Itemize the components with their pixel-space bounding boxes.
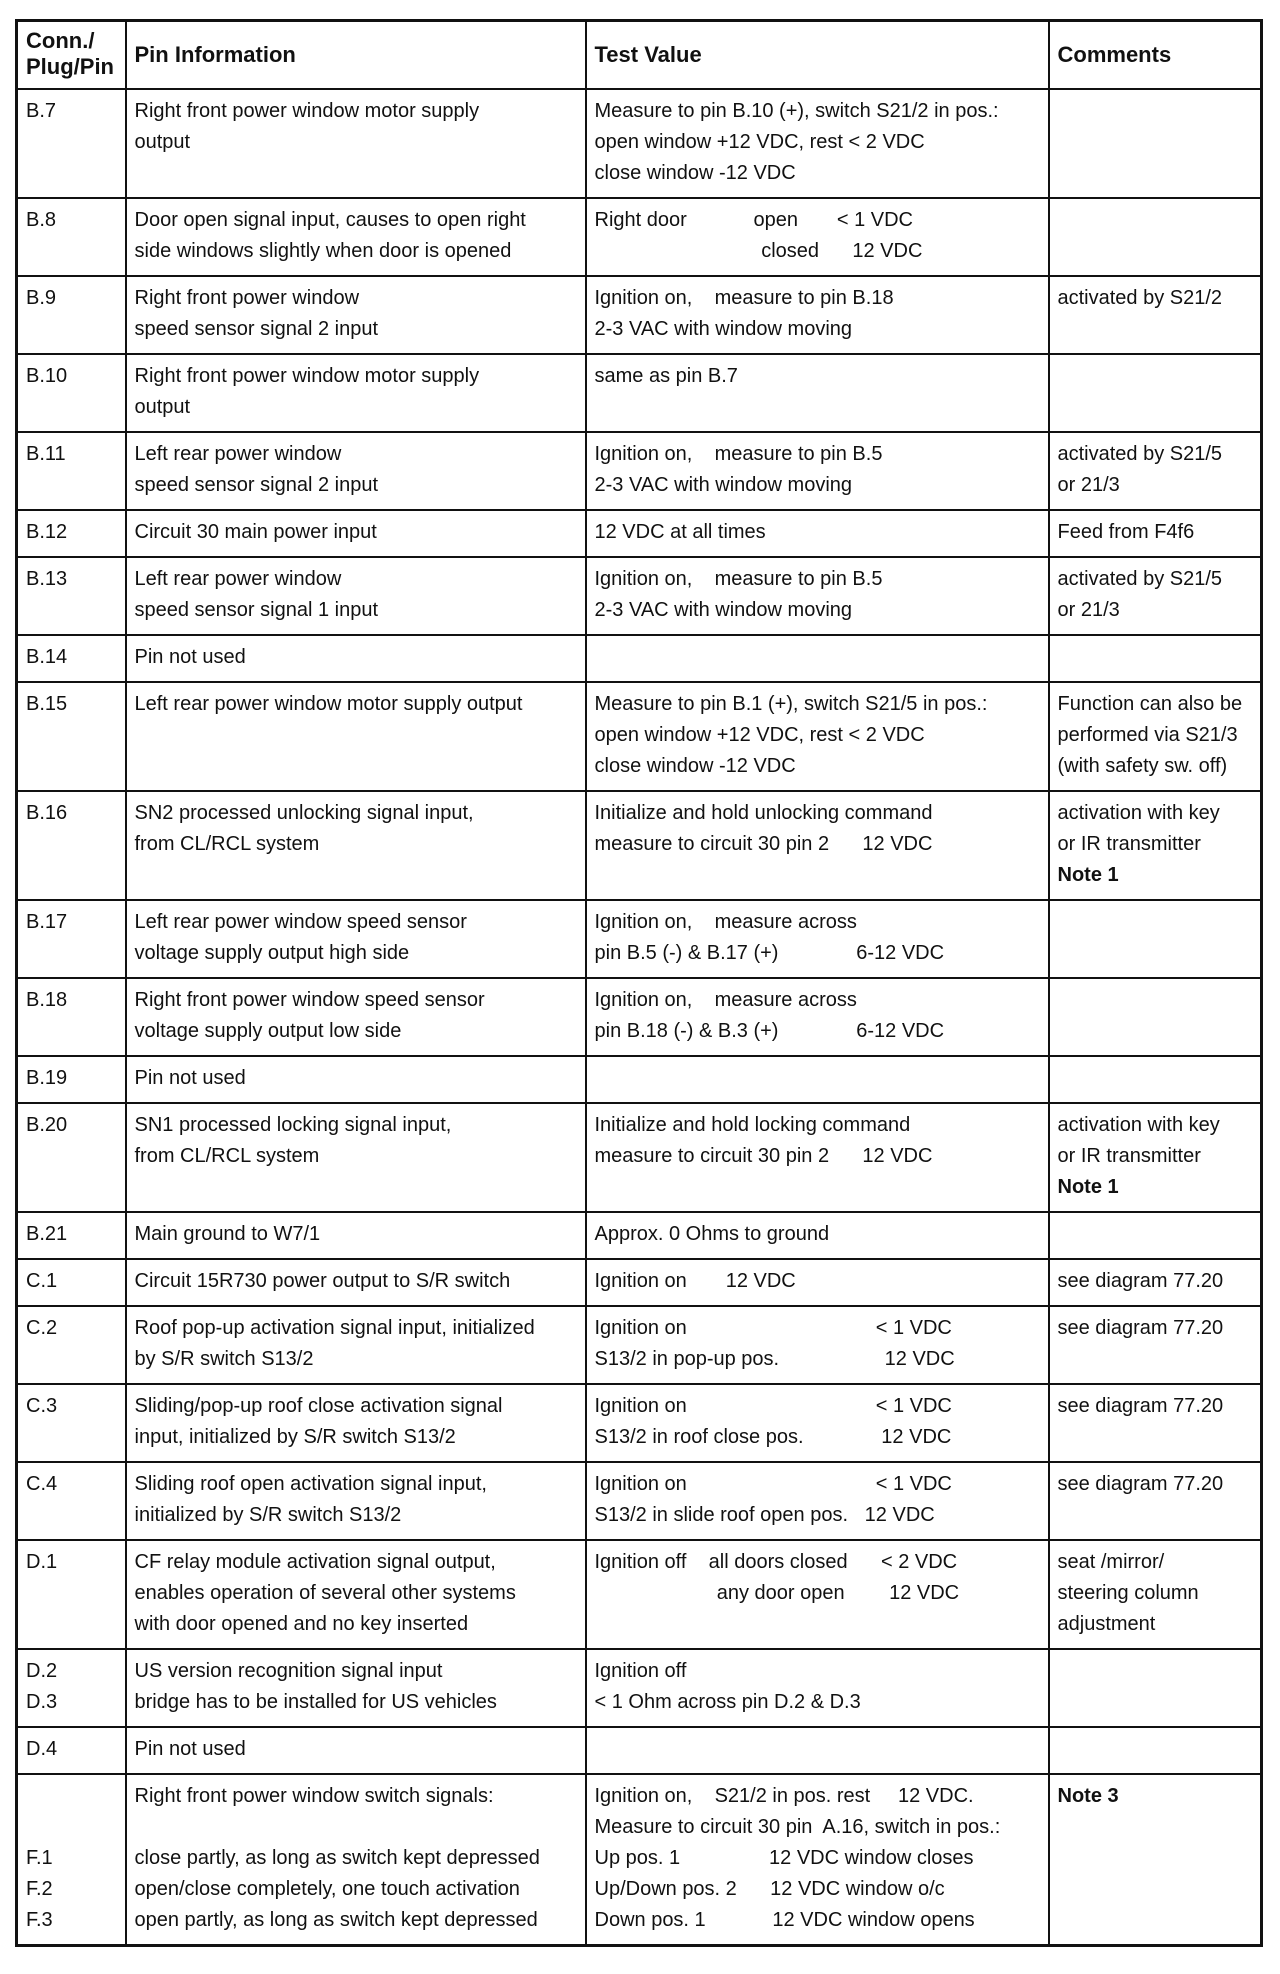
test-value-cell <box>586 900 1049 978</box>
conn-cell-line: B.10 <box>26 365 68 387</box>
test-value-cell <box>586 1384 1049 1462</box>
test-value-cell-line: Right door open < 1 VDC <box>594 209 913 231</box>
pin-info-cell <box>126 1056 586 1103</box>
pin-info-cell-line: Door open signal input, causes to open right <box>134 209 526 231</box>
pin-info-cell <box>126 635 586 682</box>
pin-info-cell-line: input, initialized by S/R switch S13/2 <box>134 1426 456 1448</box>
pin-info-cell-line: Right front power window motor supply <box>134 100 480 122</box>
pin-info-cell <box>126 1649 586 1727</box>
test-value-cell <box>586 557 1049 635</box>
test-value-cell-line: Ignition on, measure to pin B.5 <box>594 568 883 590</box>
pin-info-cell <box>126 510 586 557</box>
comments-cell <box>1049 978 1262 1056</box>
test-value-cell-line: measure to circuit 30 pin 2 12 VDC <box>594 1145 933 1167</box>
pin-info-cell-line: bridge has to be installed for US vehicles <box>134 1691 497 1713</box>
conn-cell <box>17 978 126 1056</box>
test-value-cell-line: pin B.5 (-) & B.17 (+) 6-12 VDC <box>594 942 945 964</box>
conn-cell-line: D.1 <box>26 1551 58 1573</box>
conn-cell-line: B.15 <box>26 693 68 715</box>
pin-info-cell <box>126 1462 586 1540</box>
test-value-cell-line: Ignition on, measure across <box>594 911 857 933</box>
pin-info-cell-line: Pin not used <box>134 1738 246 1760</box>
conn-cell <box>17 1103 126 1212</box>
comments-cell <box>1049 1212 1262 1259</box>
conn-cell <box>17 1056 126 1103</box>
comments-cell-line: see diagram 77.20 <box>1057 1395 1224 1417</box>
test-value-cell <box>586 276 1049 354</box>
pin-info-cell <box>126 198 586 276</box>
test-value-cell-line: closed 12 VDC <box>594 240 923 262</box>
conn-cell <box>17 682 126 791</box>
test-value-cell-line: Measure to pin B.1 (+), switch S21/5 in pos.: <box>594 693 988 715</box>
test-value-cell-line: S13/2 in slide roof open pos. 12 VDC <box>594 1504 935 1526</box>
test-value-cell-line: close window -12 VDC <box>594 755 796 777</box>
pin-info-cell-line <box>135 1812 577 1843</box>
test-value-cell-line: 2-3 VAC with window moving <box>594 474 853 496</box>
conn-cell <box>17 1462 126 1540</box>
test-value-cell-line: Ignition on, measure to pin B.5 <box>594 443 883 465</box>
test-value-cell-line: Initialize and hold unlocking command <box>594 802 933 824</box>
test-value-cell <box>586 1462 1049 1540</box>
test-value-cell-line: open window +12 VDC, rest < 2 VDC <box>594 724 925 746</box>
pin-info-cell <box>126 1212 586 1259</box>
test-value-cell-line: < 1 Ohm across pin D.2 & D.3 <box>594 1691 861 1713</box>
comments-cell <box>1049 276 1262 354</box>
test-value-cell-line: Ignition on, S21/2 in pos. rest 12 VDC. <box>594 1785 974 1807</box>
conn-cell-line: B.14 <box>26 646 68 668</box>
comments-cell-line: see diagram 77.20 <box>1057 1473 1224 1495</box>
comments-cell <box>1049 791 1262 900</box>
test-value-cell <box>586 1727 1049 1774</box>
test-value-cell-line: close window -12 VDC <box>594 162 796 184</box>
pin-info-cell-line: speed sensor signal 2 input <box>134 318 378 340</box>
comments-cell <box>1049 1056 1262 1103</box>
pin-info-cell-line: speed sensor signal 1 input <box>134 599 378 621</box>
test-value-cell <box>586 432 1049 510</box>
comments-cell-line: or IR transmitter <box>1057 1145 1201 1167</box>
test-value-cell <box>586 354 1049 432</box>
pin-info-cell <box>126 354 586 432</box>
pin-info-cell-line: initialized by S/R switch S13/2 <box>134 1504 402 1526</box>
pin-info-cell-line: CF relay module activation signal output, <box>134 1551 496 1573</box>
pin-info-cell-line: Circuit 30 main power input <box>134 521 377 543</box>
comments-cell-line: or 21/3 <box>1057 599 1120 621</box>
conn-cell-line: B.12 <box>26 521 68 543</box>
pin-info-cell-line: voltage supply output high side <box>134 942 410 964</box>
pin-info-cell <box>126 1774 586 1946</box>
comments-cell <box>1049 557 1262 635</box>
pin-info-cell <box>126 1727 586 1774</box>
conn-cell <box>17 635 126 682</box>
pin-info-cell-line: SN1 processed locking signal input, <box>134 1114 452 1136</box>
test-value-cell <box>586 1306 1049 1384</box>
comments-cell-line: Feed from F4f6 <box>1057 521 1195 543</box>
pin-info-cell-line: Sliding roof open activation signal input, <box>134 1473 487 1495</box>
comments-cell <box>1049 354 1262 432</box>
table-row <box>17 682 1262 791</box>
table-row <box>17 978 1262 1056</box>
test-value-cell <box>586 682 1049 791</box>
comments-cell <box>1049 1103 1262 1212</box>
test-value-cell <box>586 1649 1049 1727</box>
test-value-cell-line: 12 VDC at all times <box>594 521 766 543</box>
comments-cell-line: or IR transmitter <box>1057 833 1201 855</box>
comments-cell <box>1049 1727 1262 1774</box>
conn-cell-line: B.13 <box>26 568 68 590</box>
comments-cell <box>1049 900 1262 978</box>
conn-cell-line: B.17 <box>26 911 68 933</box>
pin-info-cell-line: Pin not used <box>134 1067 246 1089</box>
comments-cell-line: (with safety sw. off) <box>1057 755 1228 777</box>
conn-cell-line: C.2 <box>26 1317 58 1339</box>
comments-cell-line: Function can also be <box>1057 693 1243 715</box>
comments-cell <box>1049 1462 1262 1540</box>
test-value-cell <box>586 1774 1049 1946</box>
test-value-cell-line: Measure to pin B.10 (+), switch S21/2 in pos.: <box>594 100 999 122</box>
pin-info-cell-line: voltage supply output low side <box>134 1020 402 1042</box>
table-row <box>17 1103 1262 1212</box>
conn-cell-line: C.1 <box>26 1270 58 1292</box>
table-row <box>17 900 1262 978</box>
comments-cell <box>1049 1774 1262 1946</box>
conn-cell <box>17 1306 126 1384</box>
conn-cell-line: F.3 <box>26 1909 53 1931</box>
conn-cell <box>17 198 126 276</box>
pin-info-cell-line: Left rear power window speed sensor <box>134 911 467 933</box>
table-row <box>17 1306 1262 1384</box>
test-value-cell-line: Ignition on, measure across <box>594 989 857 1011</box>
header-conn: Conn./ Plug/Pin <box>17 21 126 90</box>
pin-info-cell-line: from CL/RCL system <box>134 833 320 855</box>
test-value-cell <box>586 89 1049 198</box>
conn-cell <box>17 1774 126 1946</box>
test-value-cell <box>586 978 1049 1056</box>
table-row <box>17 791 1262 900</box>
conn-cell <box>17 791 126 900</box>
pin-info-cell-line: Pin not used <box>134 646 246 668</box>
comments-cell-line: adjustment <box>1057 1613 1156 1635</box>
comments-cell-line: activated by S21/5 <box>1057 568 1223 590</box>
pin-info-cell <box>126 557 586 635</box>
conn-cell <box>17 1649 126 1727</box>
note-reference: Note 3 <box>1057 1785 1119 1807</box>
table-row <box>17 1212 1262 1259</box>
conn-cell <box>17 1540 126 1649</box>
conn-cell-line: D.4 <box>26 1738 58 1760</box>
comments-cell <box>1049 1306 1262 1384</box>
conn-cell-line: F.1 <box>26 1847 53 1869</box>
pin-info-cell-line: open/close completely, one touch activation <box>134 1878 520 1900</box>
table-header-row <box>17 21 1262 90</box>
note-reference: Note 1 <box>1057 1176 1119 1198</box>
comments-cell-line: activation with key <box>1057 1114 1220 1136</box>
test-value-cell <box>586 510 1049 557</box>
comments-cell-line: seat /mirror/ <box>1057 1551 1165 1573</box>
conn-cell <box>17 1212 126 1259</box>
conn-cell <box>17 1259 126 1306</box>
conn-cell-line: C.3 <box>26 1395 58 1417</box>
conn-cell <box>17 1727 126 1774</box>
header-test-value: Test Value <box>586 21 1049 90</box>
comments-cell-line: activation with key <box>1057 802 1220 824</box>
pin-info-cell-line: Left rear power window <box>134 443 342 465</box>
pin-info-cell <box>126 432 586 510</box>
test-value-cell <box>586 1056 1049 1103</box>
conn-cell-line: B.11 <box>26 443 66 465</box>
comments-cell <box>1049 1649 1262 1727</box>
pin-info-cell-line: by S/R switch S13/2 <box>134 1348 314 1370</box>
pin-info-cell <box>126 89 586 198</box>
pin-info-cell <box>126 1103 586 1212</box>
test-value-cell-line: 2-3 VAC with window moving <box>594 318 853 340</box>
pin-info-cell-line: Right front power window speed sensor <box>134 989 485 1011</box>
pin-info-cell <box>126 791 586 900</box>
table-row <box>17 1540 1262 1649</box>
conn-cell-line <box>26 1781 117 1812</box>
comments-cell <box>1049 1540 1262 1649</box>
table-row <box>17 89 1262 198</box>
pin-info-cell <box>126 1540 586 1649</box>
comments-cell-line: see diagram 77.20 <box>1057 1270 1224 1292</box>
pin-info-cell-line: side windows slightly when door is opened <box>134 240 512 262</box>
test-value-cell <box>586 791 1049 900</box>
table-row <box>17 198 1262 276</box>
pin-info-cell-line: open partly, as long as switch kept depressed <box>134 1909 538 1931</box>
pin-info-cell <box>126 900 586 978</box>
test-value-cell-line: Up/Down pos. 2 12 VDC window o/c <box>594 1878 945 1900</box>
pin-info-cell-line: SN2 processed unlocking signal input, <box>134 802 474 824</box>
table-row <box>17 635 1262 682</box>
pin-info-cell <box>126 1306 586 1384</box>
test-value-cell-line: pin B.18 (-) & B.3 (+) 6-12 VDC <box>594 1020 945 1042</box>
test-value-cell-line: open window +12 VDC, rest < 2 VDC <box>594 131 925 153</box>
note-reference: Note 1 <box>1057 864 1119 886</box>
test-value-cell-line: Up pos. 1 12 VDC window closes <box>594 1847 974 1869</box>
conn-cell <box>17 354 126 432</box>
pin-table <box>15 19 1263 1947</box>
header-pin-information: Pin Information <box>126 21 586 90</box>
pin-info-cell <box>126 276 586 354</box>
conn-cell-line: B.21 <box>26 1223 68 1245</box>
conn-cell-line <box>26 1812 117 1843</box>
conn-cell-line: B.9 <box>26 287 57 309</box>
conn-cell-line: C.4 <box>26 1473 58 1495</box>
comments-cell <box>1049 1259 1262 1306</box>
test-value-cell-line: Ignition on < 1 VDC <box>594 1317 952 1339</box>
table-row <box>17 432 1262 510</box>
conn-cell-line: D.2 <box>26 1660 58 1682</box>
comments-cell <box>1049 510 1262 557</box>
pin-info-cell-line: output <box>134 131 191 153</box>
test-value-cell-line: Ignition on < 1 VDC <box>594 1395 952 1417</box>
test-value-cell-line: Approx. 0 Ohms to ground <box>594 1223 830 1245</box>
pin-info-cell <box>126 1259 586 1306</box>
pin-info-cell-line: Left rear power window <box>134 568 342 590</box>
test-value-cell-line: Ignition off all doors closed < 2 VDC <box>594 1551 958 1573</box>
test-value-cell-line: Measure to circuit 30 pin A.16, switch in pos.: <box>594 1816 1001 1838</box>
conn-cell-line: F.2 <box>26 1878 53 1900</box>
pin-info-cell-line: from CL/RCL system <box>134 1145 320 1167</box>
table-row <box>17 1462 1262 1540</box>
pin-info-cell-line: US version recognition signal input <box>134 1660 443 1682</box>
pin-info-cell-line: output <box>134 396 191 418</box>
comments-cell-line: activated by S21/5 <box>1057 443 1223 465</box>
pin-info-cell-line: Right front power window motor supply <box>134 365 480 387</box>
comments-cell <box>1049 1384 1262 1462</box>
test-value-cell <box>586 198 1049 276</box>
test-value-cell-line: any door open 12 VDC <box>594 1582 960 1604</box>
pin-info-cell-line: Right front power window <box>134 287 360 309</box>
table-row <box>17 1774 1262 1946</box>
conn-cell <box>17 510 126 557</box>
table-row <box>17 1649 1262 1727</box>
pin-info-cell-line: Right front power window switch signals: <box>134 1785 494 1807</box>
comments-cell-line: or 21/3 <box>1057 474 1120 496</box>
test-value-cell-line: measure to circuit 30 pin 2 12 VDC <box>594 833 933 855</box>
table-row <box>17 1727 1262 1774</box>
comments-cell <box>1049 198 1262 276</box>
conn-cell-line: B.16 <box>26 802 68 824</box>
conn-cell <box>17 900 126 978</box>
table-row <box>17 354 1262 432</box>
pin-info-cell-line: Main ground to W7/1 <box>134 1223 321 1245</box>
conn-cell-line: B.8 <box>26 209 57 231</box>
test-value-cell <box>586 1259 1049 1306</box>
table-row <box>17 1056 1262 1103</box>
comments-cell-line: performed via S21/3 <box>1057 724 1238 746</box>
pin-info-cell <box>126 1384 586 1462</box>
comments-cell <box>1049 89 1262 198</box>
pin-info-cell-line: speed sensor signal 2 input <box>134 474 378 496</box>
pin-info-cell-line: Circuit 15R730 power output to S/R switch <box>134 1270 511 1292</box>
pin-table-sheet <box>15 19 1260 1947</box>
comments-cell-line: activated by S21/2 <box>1057 287 1223 309</box>
test-value-cell-line: Ignition on 12 VDC <box>594 1270 796 1292</box>
table-row <box>17 557 1262 635</box>
conn-cell <box>17 557 126 635</box>
table-row <box>17 510 1262 557</box>
comments-cell <box>1049 432 1262 510</box>
test-value-cell <box>586 1212 1049 1259</box>
comments-cell <box>1049 682 1262 791</box>
comments-cell <box>1049 635 1262 682</box>
pin-info-cell-line: with door opened and no key inserted <box>134 1613 469 1635</box>
conn-cell <box>17 432 126 510</box>
pin-info-cell <box>126 978 586 1056</box>
conn-cell-line: B.7 <box>26 100 57 122</box>
conn-cell-line: B.18 <box>26 989 68 1011</box>
test-value-cell-line: Ignition on < 1 VDC <box>594 1473 952 1495</box>
table-body <box>17 89 1262 1946</box>
test-value-cell-line: Initialize and hold locking command <box>594 1114 911 1136</box>
pin-info-cell-line: Roof pop-up activation signal input, initialized <box>134 1317 535 1339</box>
conn-cell-line: B.20 <box>26 1114 68 1136</box>
pin-info-cell-line: Left rear power window motor supply output <box>134 693 523 715</box>
conn-cell-line: B.19 <box>26 1067 68 1089</box>
table-row <box>17 1384 1262 1462</box>
test-value-cell <box>586 635 1049 682</box>
test-value-cell <box>586 1103 1049 1212</box>
test-value-cell-line: S13/2 in roof close pos. 12 VDC <box>594 1426 952 1448</box>
test-value-cell-line: 2-3 VAC with window moving <box>594 599 853 621</box>
test-value-cell-line: Ignition off <box>594 1660 687 1682</box>
conn-cell <box>17 1384 126 1462</box>
pin-info-cell-line: Sliding/pop-up roof close activation signal <box>134 1395 503 1417</box>
conn-cell <box>17 89 126 198</box>
test-value-cell-line: S13/2 in pop-up pos. 12 VDC <box>594 1348 955 1370</box>
table-row <box>17 276 1262 354</box>
test-value-cell-line: Ignition on, measure to pin B.18 <box>594 287 894 309</box>
header-comments: Comments <box>1049 21 1262 90</box>
pin-info-cell-line: close partly, as long as switch kept depressed <box>134 1847 540 1869</box>
test-value-cell <box>586 1540 1049 1649</box>
test-value-cell-line: same as pin B.7 <box>594 365 738 387</box>
test-value-cell-line: Down pos. 1 12 VDC window opens <box>594 1909 975 1931</box>
conn-cell-line: D.3 <box>26 1691 58 1713</box>
conn-cell <box>17 276 126 354</box>
pin-info-cell <box>126 682 586 791</box>
comments-cell-line: see diagram 77.20 <box>1057 1317 1224 1339</box>
comments-cell-line: steering column <box>1057 1582 1199 1604</box>
pin-info-cell-line: enables operation of several other systems <box>134 1582 516 1604</box>
table-row <box>17 1259 1262 1306</box>
